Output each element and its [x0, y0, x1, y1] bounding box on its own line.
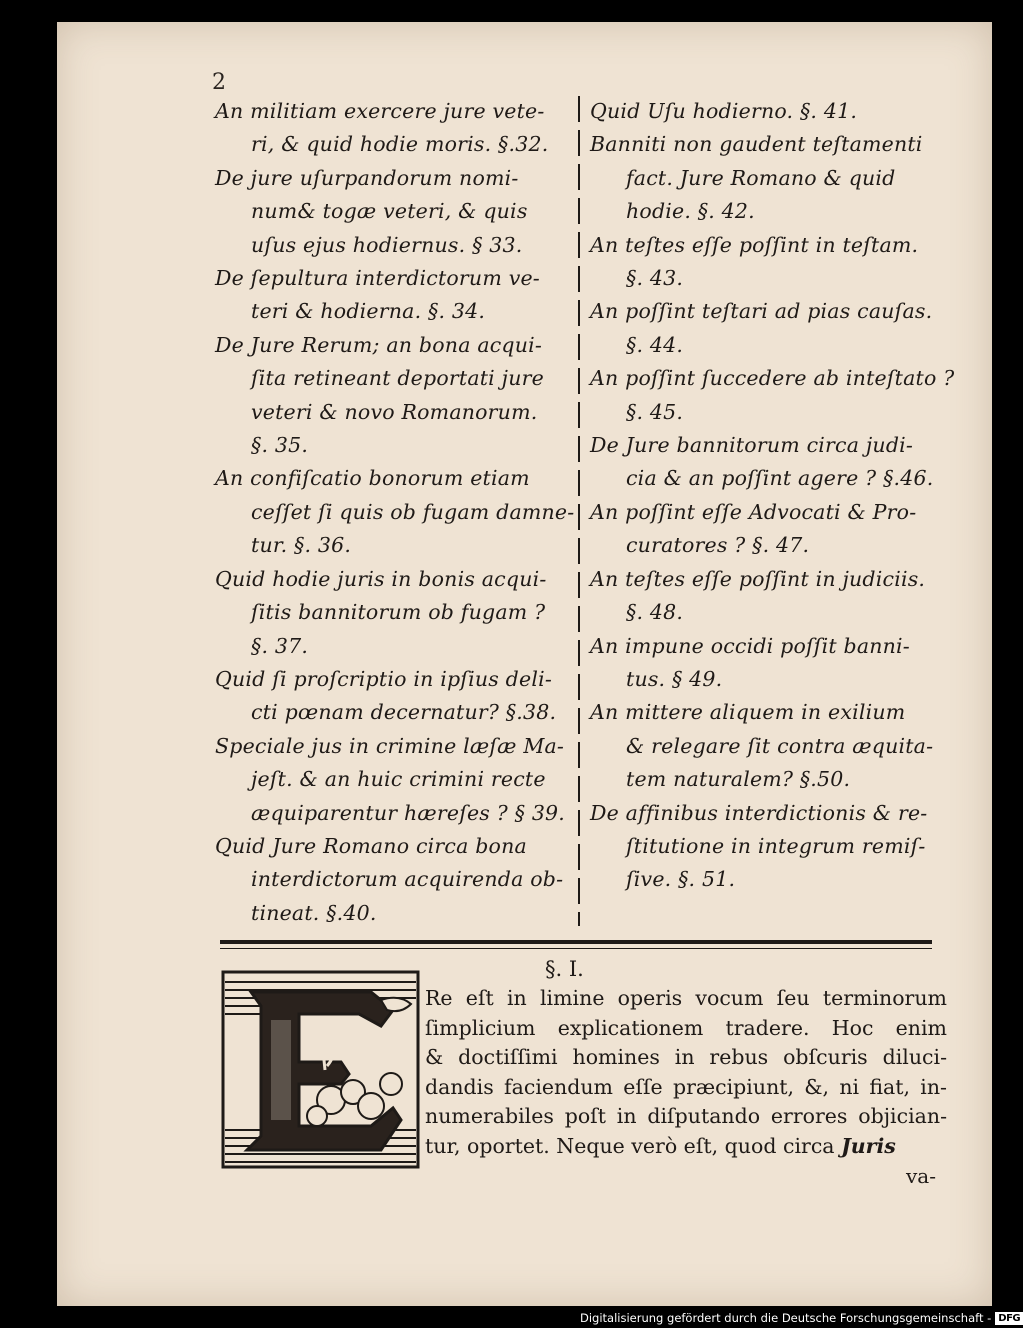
toc-entry-line: tineat. §.40.: [251, 900, 377, 925]
toc-entry-line: §. 37.: [251, 633, 309, 658]
toc-entry: [590, 797, 955, 897]
dfg-logo: DFG: [995, 1312, 1023, 1325]
toc-entry: [215, 329, 575, 463]
toc-entry-line: hodie. §. 42.: [626, 199, 755, 224]
toc-right-column: [590, 95, 955, 897]
body-line: [425, 1014, 947, 1044]
toc-entry-line: tem naturalem? §.50.: [626, 767, 851, 792]
toc-entry: [590, 630, 955, 697]
toc-entry: [590, 295, 955, 362]
toc-entry-line: An poſſint eſſe Advocati & Pro-: [590, 499, 917, 524]
toc-entry-line: Quid Jure Romano circa bona: [215, 833, 527, 858]
toc-entry-line: An poſſint teſtari ad pias cauſas.: [590, 299, 933, 324]
body-line: [425, 1073, 947, 1103]
toc-entry: [590, 429, 955, 496]
body-emphasis-word: Juris: [841, 1133, 896, 1158]
toc-entry-line: num& togæ veteri, & quis: [251, 199, 528, 224]
toc-entry-line: De ſepultura interdictorum ve-: [215, 266, 540, 291]
toc-entry-line: fact. Jure Romano & quid: [626, 165, 896, 190]
footer-credit: [580, 1309, 1023, 1327]
body-line-text: tur, oportet. Neque verò eſt, quod circa: [425, 1133, 835, 1158]
section-rule-thin: [220, 948, 932, 949]
toc-entry-line: §. 44.: [626, 332, 684, 357]
section-heading: §. I.: [545, 957, 584, 981]
body-text: [425, 984, 947, 1161]
toc-entry: [215, 830, 575, 930]
toc-entry-line: cti pœnam decernatur? §.38.: [251, 700, 557, 725]
toc-entry-line: De affinibus interdictionis & re-: [590, 800, 928, 825]
toc-entry-line: cia & an poſſint agere ? §.46.: [626, 466, 934, 491]
column-divider: [578, 96, 580, 926]
toc-entry-line: & relegare ſit contra æquita-: [626, 733, 934, 758]
toc-entry-line: teri & hodierna. §. 34.: [251, 299, 486, 324]
toc-entry-line: An teſtes eſſe poſſint in judiciis.: [590, 566, 926, 591]
toc-entry-line: Banniti non gaudent teſtamenti: [590, 132, 923, 157]
toc-entry-line: An confiſcatio bonorum etiam: [215, 466, 530, 491]
toc-entry: [590, 563, 955, 630]
toc-entry-line: ſita retineant deportati jure: [251, 366, 544, 391]
toc-entry: [215, 95, 575, 162]
toc-entry-line: Speciale jus in crimine læſæ Ma-: [215, 733, 565, 758]
body-line-text: & doctiſſimi homines in rebus obſcuris diluci-: [425, 1045, 947, 1069]
toc-entry-line: tus. § 49.: [626, 666, 723, 691]
toc-entry-line: An impune occidi poſſit banni-: [590, 633, 910, 658]
toc-entry-line: An militiam exercere jure vete-: [215, 99, 545, 123]
toc-entry-line: Quid hodie juris in bonis acqui-: [215, 566, 547, 591]
toc-entry-line: æquiparentur hæreſes ? § 39.: [251, 800, 566, 825]
toc-entry-line: §. 35.: [251, 433, 309, 458]
decorated-initial-e-image: [221, 970, 420, 1169]
toc-entry: [215, 262, 575, 329]
toc-entry-line: interdictorum acquirenda ob-: [251, 867, 564, 892]
toc-entry-line: Quid ſi proſcriptio in ipſius deli-: [215, 666, 552, 691]
toc-entry: [215, 563, 575, 663]
toc-entry: [590, 696, 955, 796]
body-line-text: dandis faciendum eſſe præcipiunt, &, ni fiat, in-: [425, 1074, 947, 1099]
toc-entry: [590, 95, 955, 128]
toc-entry-line: Quid Uſu hodierno. §. 41.: [590, 99, 858, 123]
toc-entry-line: jeſt. & an huic crimini recte: [251, 767, 546, 792]
body-line: [425, 1102, 947, 1132]
toc-entry-line: ſtitutione in integrum remiſ-: [626, 833, 926, 858]
toc-entry-line: §. 45.: [626, 399, 684, 424]
toc-entry-line: De Jure Rerum; an bona acqui-: [215, 332, 543, 357]
toc-entry-line: An teſtes eſſe poſſint in teſtam.: [590, 232, 919, 257]
page-number: 2: [212, 70, 226, 95]
body-line: [425, 1043, 947, 1073]
toc-entry-line: ri, & quid hodie moris. §.32.: [251, 132, 549, 157]
toc-entry-line: uſus ejus hodiernus. § 33.: [251, 232, 523, 257]
body-line-text: ſimplicium explicationem tradere. Hoc enim: [425, 1015, 947, 1040]
toc-entry: [590, 496, 955, 563]
toc-entry-line: De Jure bannitorum circa judi-: [590, 433, 914, 458]
toc-entry-line: ceſſet ſi quis ob fugam damne-: [251, 499, 575, 524]
footer-text: Digitalisierung gefördert durch die Deutsche Forschungsgemeinschaft -: [580, 1311, 992, 1325]
catchword: va-: [906, 1164, 936, 1188]
toc-entry-line: curatores ? §. 47.: [626, 533, 810, 558]
toc-entry-line: ſive. §. 51.: [626, 867, 736, 892]
toc-entry-line: An poſſint ſuccedere ab inteſtato ?: [590, 366, 955, 391]
body-line-text: Re eſt in limine operis vocum ſeu terminorum: [425, 986, 947, 1010]
toc-entry-line: An mittere aliquem in exilium: [590, 700, 906, 725]
body-line: [425, 984, 947, 1014]
toc-entry: [215, 162, 575, 262]
toc-entry: [590, 128, 955, 228]
toc-entry: [590, 229, 955, 296]
toc-entry: [590, 362, 955, 429]
toc-entry-line: §. 48.: [626, 600, 684, 625]
toc-entry: [215, 730, 575, 830]
toc-left-column: [215, 95, 575, 930]
toc-entry: [215, 663, 575, 730]
toc-entry-line: tur. §. 36.: [251, 533, 352, 558]
toc-entry-line: De jure uſurpandorum nomi-: [215, 165, 519, 190]
body-line-text: numerabiles poſt in diſputando errores objician-: [425, 1104, 947, 1128]
woodcut-initial-illustration: [221, 970, 420, 1169]
toc-entry-line: §. 43.: [626, 266, 684, 291]
section-rule-thick: [220, 940, 932, 944]
toc-entry-line: ſitis bannitorum ob fugam ?: [251, 600, 546, 625]
toc-entry-line: veteri & novo Romanorum.: [251, 399, 538, 424]
toc-entry: [215, 462, 575, 562]
body-line: [425, 1132, 947, 1162]
